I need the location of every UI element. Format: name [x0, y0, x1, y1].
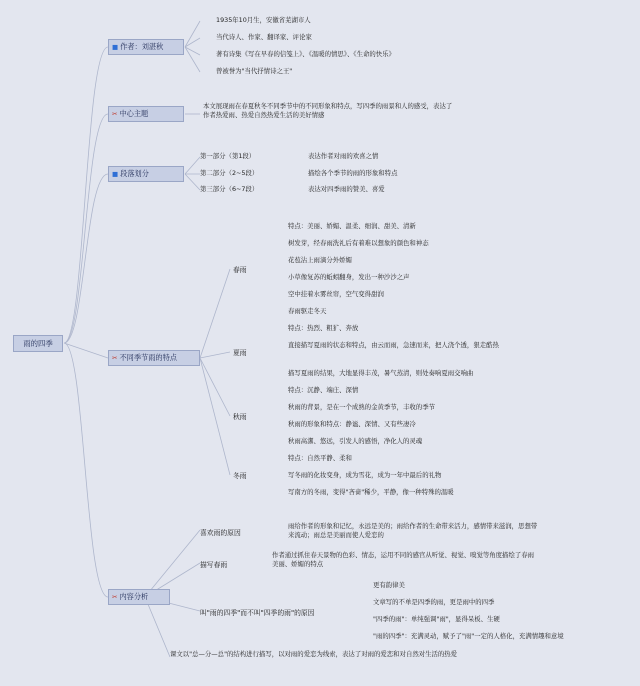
summer-item: 描写夏雨的结果，大地显得丰茂，暑气蒸清，则处奏响夏雨交响曲 — [288, 369, 474, 377]
spring-label: 春雨 — [233, 266, 247, 274]
spring-item: 特点：美丽、娇媚、温柔、细润、甜美、清新 — [288, 222, 416, 230]
reason-label: 喜欢雨的原因 — [200, 529, 241, 537]
author-item: 当代诗人、作家、翻译家、评论家 — [216, 33, 312, 41]
spring-item: 春雨驱走冬天 — [288, 307, 327, 315]
title-reason-item: "四季的雨"：单纯强调"雨"，显得呆板、生硬 — [373, 615, 500, 623]
blue-square-icon: ■ — [112, 43, 119, 51]
seasons-node[interactable] — [108, 350, 200, 366]
spring-item: 花苞沾上雨滴分外娇媚 — [288, 256, 352, 264]
title-reason-item: 更有韵律美 — [373, 581, 405, 589]
theme-node[interactable] — [108, 106, 184, 122]
describe-label: 描写春雨 — [200, 561, 228, 569]
theme-label: 中心主题 — [119, 109, 149, 118]
root-label: 雨的四季 — [23, 339, 53, 348]
red-knife-icon: ✂ — [112, 110, 118, 118]
autumn-label: 秋雨 — [233, 413, 247, 421]
section-part: 第二部分（2~5段） — [200, 169, 259, 177]
spring-item: 树发芽，经春雨洗礼后有着难以想象的颜色和神态 — [288, 239, 429, 247]
winter-label: 冬雨 — [233, 472, 247, 480]
sections-node[interactable] — [108, 166, 184, 182]
title-reason-item: "雨的四季"：充满灵动，赋予了"雨"一定的人格化，充满情趣和意境 — [373, 632, 564, 640]
red-knife-icon: ✂ — [112, 593, 118, 601]
autumn-item: 秋雨高潔、悠远，引发人的感悟，净化人的灵魂 — [288, 437, 423, 445]
theme-text: 本文展现雨在春夏秋冬不同季节中的不同形象和特点，写四季的雨景和人的感受，表达了作者热爱雨、热爱自然热爱生活的美好情感 — [203, 102, 453, 119]
autumn-item: 秋雨的形象和特点：静谧、深情、又有些凄冷 — [288, 420, 416, 428]
section-desc: 表达对四季雨的赞美、喜爱 — [308, 185, 385, 193]
root-node[interactable] — [13, 335, 63, 352]
reason-text: 雨给作者的形象和记忆，永远是美的；雨给作者的生命带来活力，感情带来滋润，思想带来流动；雨总是美丽而使人爱恋的 — [288, 522, 538, 539]
analysis-label: 内容分析 — [119, 592, 149, 601]
autumn-item: 特点：沉静、端庄、深情 — [288, 386, 359, 394]
author-node[interactable] — [108, 39, 184, 55]
summer-item: 特点：热烈、粗犷、奔放 — [288, 324, 359, 332]
autumn-item: 秋雨的背景，是在一个成熟的金黄季节，丰收的季节 — [288, 403, 435, 411]
author-label: 作者：刘湛秋 — [120, 42, 164, 51]
author-item: 曾被誉为"当代抒情诗之王" — [216, 67, 293, 75]
seasons-label: 不同季节雨的特点 — [119, 353, 177, 362]
red-knife-icon: ✂ — [112, 354, 118, 362]
describe-text: 作者通过抓住春天景物的色彩、情态，运用不同的感官从听觉、视觉、嗅觉等角度描绘了春雨美丽、娇媚的特点 — [272, 551, 535, 568]
analysis-node[interactable] — [108, 589, 170, 605]
section-desc: 表达作者对雨的欢喜之情 — [308, 152, 379, 160]
section-part: 第三部分（6~7段） — [200, 185, 259, 193]
blue-square-icon: ■ — [112, 170, 119, 178]
section-desc: 描绘各个季节的雨的形象和特点 — [308, 169, 398, 177]
summer-item: 直接描写夏雨的状态和特点，由云而雨，急速而来，把人浇个透，狠走酷热 — [288, 341, 499, 349]
sections-label: 段落划分 — [120, 169, 149, 178]
structure-text: 课文以"总—分—总"的结构进行描写，以对雨的爱恋为线索，表达了对雨的爱恋和对自然对生活的热爱 — [170, 650, 458, 658]
author-item: 1935年10月生，安徽省芜湖市人 — [216, 16, 311, 24]
section-part: 第一部分（第1段） — [200, 152, 256, 160]
author-item: 著有诗集《写在早春的信笺上》、《温暖的情思》、《生命的快乐》 — [216, 50, 395, 58]
spring-item: 小草像复苏的蚯蚓翻身，发出一种沙沙之声 — [288, 273, 410, 281]
summer-label: 夏雨 — [233, 349, 247, 357]
winter-item: 写南方的冬雨，变得"吝啬"稀少，平静，像一种特殊的温暖 — [288, 488, 454, 496]
spring-item: 空中挂着水雾丝帘，空气变得甜润 — [288, 290, 384, 298]
winter-item: 特点：自然平静、柔和 — [288, 454, 352, 462]
winter-item: 写冬雨的化妆变身，成为雪花，成为一年中最后的礼物 — [288, 471, 442, 479]
title-reason-item: 文章写的不单是四季的雨，更是雨中的四季 — [373, 598, 495, 606]
title-reason-label: 叫"雨的四季"而不叫"四季的雨"的原因 — [200, 609, 315, 617]
